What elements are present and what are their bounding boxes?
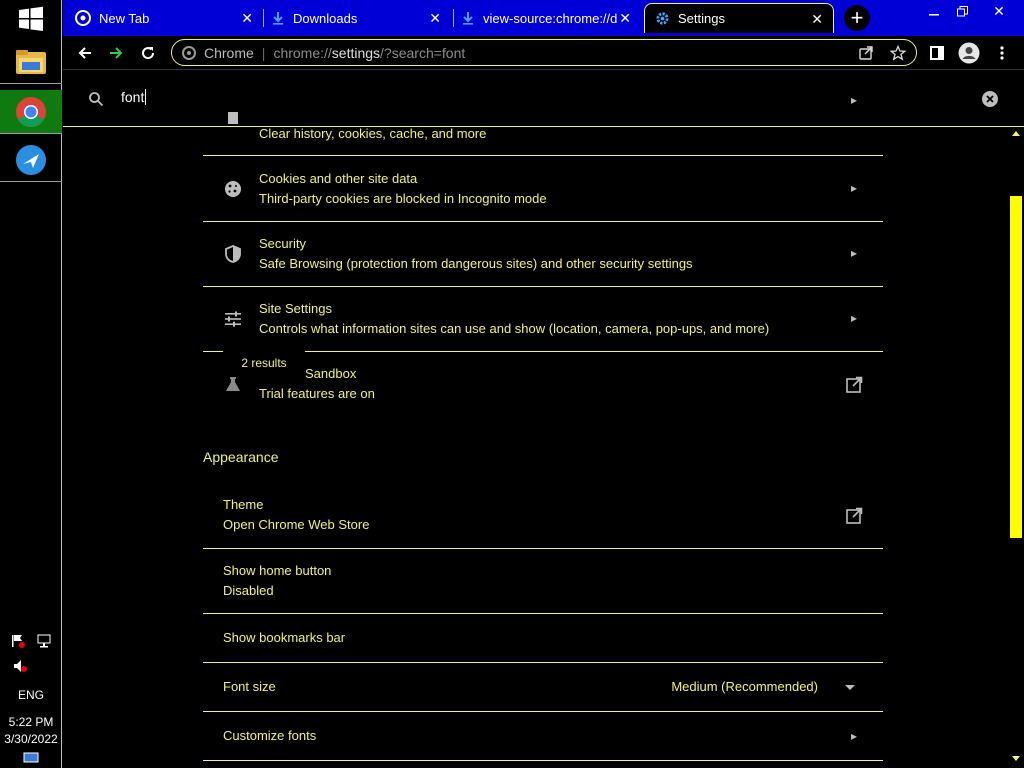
site-label: Chrome — [204, 44, 254, 61]
tray-icons — [0, 633, 62, 652]
browser-toolbar — [63, 36, 1024, 70]
shield-icon — [223, 244, 243, 264]
taskbar-app[interactable] — [0, 138, 62, 182]
restore-button[interactable] — [948, 2, 976, 20]
tab-strip — [63, 0, 1024, 36]
chevron-right-icon: ▸ — [850, 729, 857, 743]
download-icon — [461, 11, 475, 25]
row-title: Font size — [223, 679, 276, 694]
search-icon — [88, 91, 104, 107]
tab-settings[interactable] — [644, 3, 834, 33]
tab-close-icon[interactable]: ✕ — [241, 10, 253, 26]
omnibox-separator: | — [261, 44, 266, 61]
row-subtitle: Clear history, cookies, cache, and more — [259, 126, 487, 141]
back-button[interactable] — [73, 41, 97, 65]
search-input[interactable] — [121, 89, 146, 105]
side-panel-button[interactable] — [925, 41, 949, 65]
bookmarks-bar-row[interactable] — [203, 614, 883, 663]
tab-title: Settings — [678, 11, 725, 26]
menu-button[interactable] — [990, 41, 1014, 65]
chrome-icon — [15, 96, 47, 128]
flask-icon — [223, 374, 243, 394]
network-icon[interactable] — [36, 633, 52, 649]
row-title: Show bookmarks bar — [223, 630, 346, 645]
chevron-right-icon: ▸ — [850, 181, 857, 195]
section-title-appearance: Appearance — [203, 449, 279, 465]
reload-icon — [140, 45, 156, 61]
windows-logo-icon — [18, 6, 44, 32]
taskbar-file-explorer[interactable] — [0, 40, 62, 84]
close-window-button[interactable] — [985, 2, 1013, 20]
volume-muted-icon — [12, 658, 28, 674]
chrome-site-icon — [182, 46, 196, 60]
reload-button[interactable] — [136, 41, 160, 65]
desktop-icon — [23, 752, 39, 764]
row-title: Site Settings — [259, 301, 332, 316]
url-scheme: chrome:// — [273, 44, 332, 61]
privacy-sandbox-row[interactable] — [203, 352, 883, 418]
text-caret — [145, 89, 146, 105]
search-results-bubble: 2 results — [223, 349, 305, 377]
row-subtitle: Open Chrome Web Store — [223, 517, 370, 532]
url-host: settings — [331, 44, 381, 61]
language-indicator[interactable]: ENG — [17, 688, 44, 702]
tab-close-icon[interactable]: ✕ — [811, 11, 823, 27]
clock-date[interactable]: 3/30/2022 — [4, 732, 58, 746]
chrome-icon — [75, 10, 91, 26]
url-path: /?search=font — [380, 44, 466, 61]
clear-search-icon[interactable] — [981, 90, 999, 108]
font-size-select[interactable]: Medium (Recommended) — [671, 679, 818, 694]
minimize-button[interactable] — [920, 2, 948, 20]
row-title: Cookies and other site data — [259, 171, 418, 186]
address-bar[interactable] — [171, 39, 917, 66]
row-title: Customize fonts — [223, 728, 317, 743]
row-subtitle: Disabled — [223, 583, 274, 598]
scroll-up-arrow-icon[interactable] — [1012, 131, 1020, 136]
download-icon — [271, 11, 285, 25]
close-icon: ✕ — [993, 2, 1005, 19]
start-button[interactable] — [0, 0, 62, 38]
minimize-icon — [929, 6, 939, 16]
more-vert-icon — [999, 45, 1005, 61]
tab-title: Downloads — [293, 10, 358, 26]
chevron-right-icon: ▸ — [850, 311, 857, 325]
show-desktop-button[interactable] — [0, 752, 62, 767]
tab-view-source[interactable] — [461, 3, 641, 33]
forward-button[interactable] — [104, 41, 128, 65]
restore-icon — [957, 6, 968, 17]
forward-arrow-icon — [108, 45, 124, 61]
theme-row[interactable] — [203, 483, 883, 549]
cookies-row[interactable] — [203, 157, 883, 222]
row-title: Security — [259, 236, 306, 251]
scroll-down-arrow-icon[interactable] — [1012, 756, 1020, 761]
avatar-icon — [958, 42, 980, 64]
gear-icon — [655, 11, 670, 26]
side-panel-icon — [929, 45, 945, 61]
plus-icon: + — [850, 5, 864, 30]
font-size-row — [203, 663, 883, 712]
tab-close-icon[interactable]: ✕ — [429, 10, 441, 26]
clear-browsing-data-row[interactable] — [203, 93, 883, 156]
bookmark-star-icon[interactable] — [890, 45, 906, 61]
trash-icon — [223, 107, 243, 127]
app-icon — [15, 144, 47, 176]
folder-icon — [14, 46, 48, 78]
search-query: font — [121, 89, 145, 105]
open-in-new-icon[interactable] — [845, 507, 863, 525]
tab-title: New Tab — [99, 10, 150, 26]
settings-content — [63, 93, 1008, 768]
taskbar — [0, 0, 62, 768]
row-subtitle: Safe Browsing (protection from dangerous sites) and other security settings — [259, 256, 693, 271]
row-subtitle: Controls what information sites can use and show (location, camera, pop-ups, and more) — [259, 321, 770, 336]
tab-downloads[interactable] — [271, 3, 451, 33]
tab-title: view-source:chrome://d — [483, 10, 618, 26]
row-subtitle: Third-party cookies are blocked in Incognito mode — [259, 191, 547, 206]
site-settings-row[interactable] — [203, 287, 883, 352]
tab-close-icon[interactable]: ✕ — [619, 10, 631, 26]
new-tab-button[interactable] — [844, 5, 870, 31]
row-subtitle: Trial features are on — [259, 386, 375, 401]
tray-volume[interactable] — [0, 658, 62, 677]
scrollbar-thumb[interactable] — [1010, 196, 1022, 538]
customize-fonts-row[interactable] — [203, 712, 883, 761]
tab-separator — [263, 9, 264, 27]
url-text — [273, 45, 465, 61]
tab-separator — [453, 9, 454, 27]
sliders-icon — [223, 309, 243, 329]
open-in-new-icon[interactable] — [845, 376, 863, 394]
share-icon[interactable] — [858, 45, 874, 61]
security-row[interactable] — [203, 222, 883, 287]
back-arrow-icon — [77, 45, 93, 61]
row-title: Theme — [223, 497, 264, 512]
home-button-row[interactable] — [203, 549, 883, 614]
row-title: Sandbox — [305, 366, 357, 381]
dropdown-arrow-icon[interactable] — [845, 685, 855, 690]
taskbar-chrome[interactable] — [0, 90, 62, 134]
clock-time[interactable]: 5:22 PM — [8, 715, 54, 729]
cookie-icon — [223, 179, 243, 199]
chevron-right-icon: ▸ — [850, 246, 857, 260]
row-title: Show home button — [223, 563, 332, 578]
chevron-right-icon: ▸ — [850, 93, 857, 107]
tab-new-tab[interactable] — [75, 3, 263, 33]
action-center-flag-icon[interactable] — [10, 633, 26, 649]
profile-button[interactable] — [957, 41, 981, 65]
